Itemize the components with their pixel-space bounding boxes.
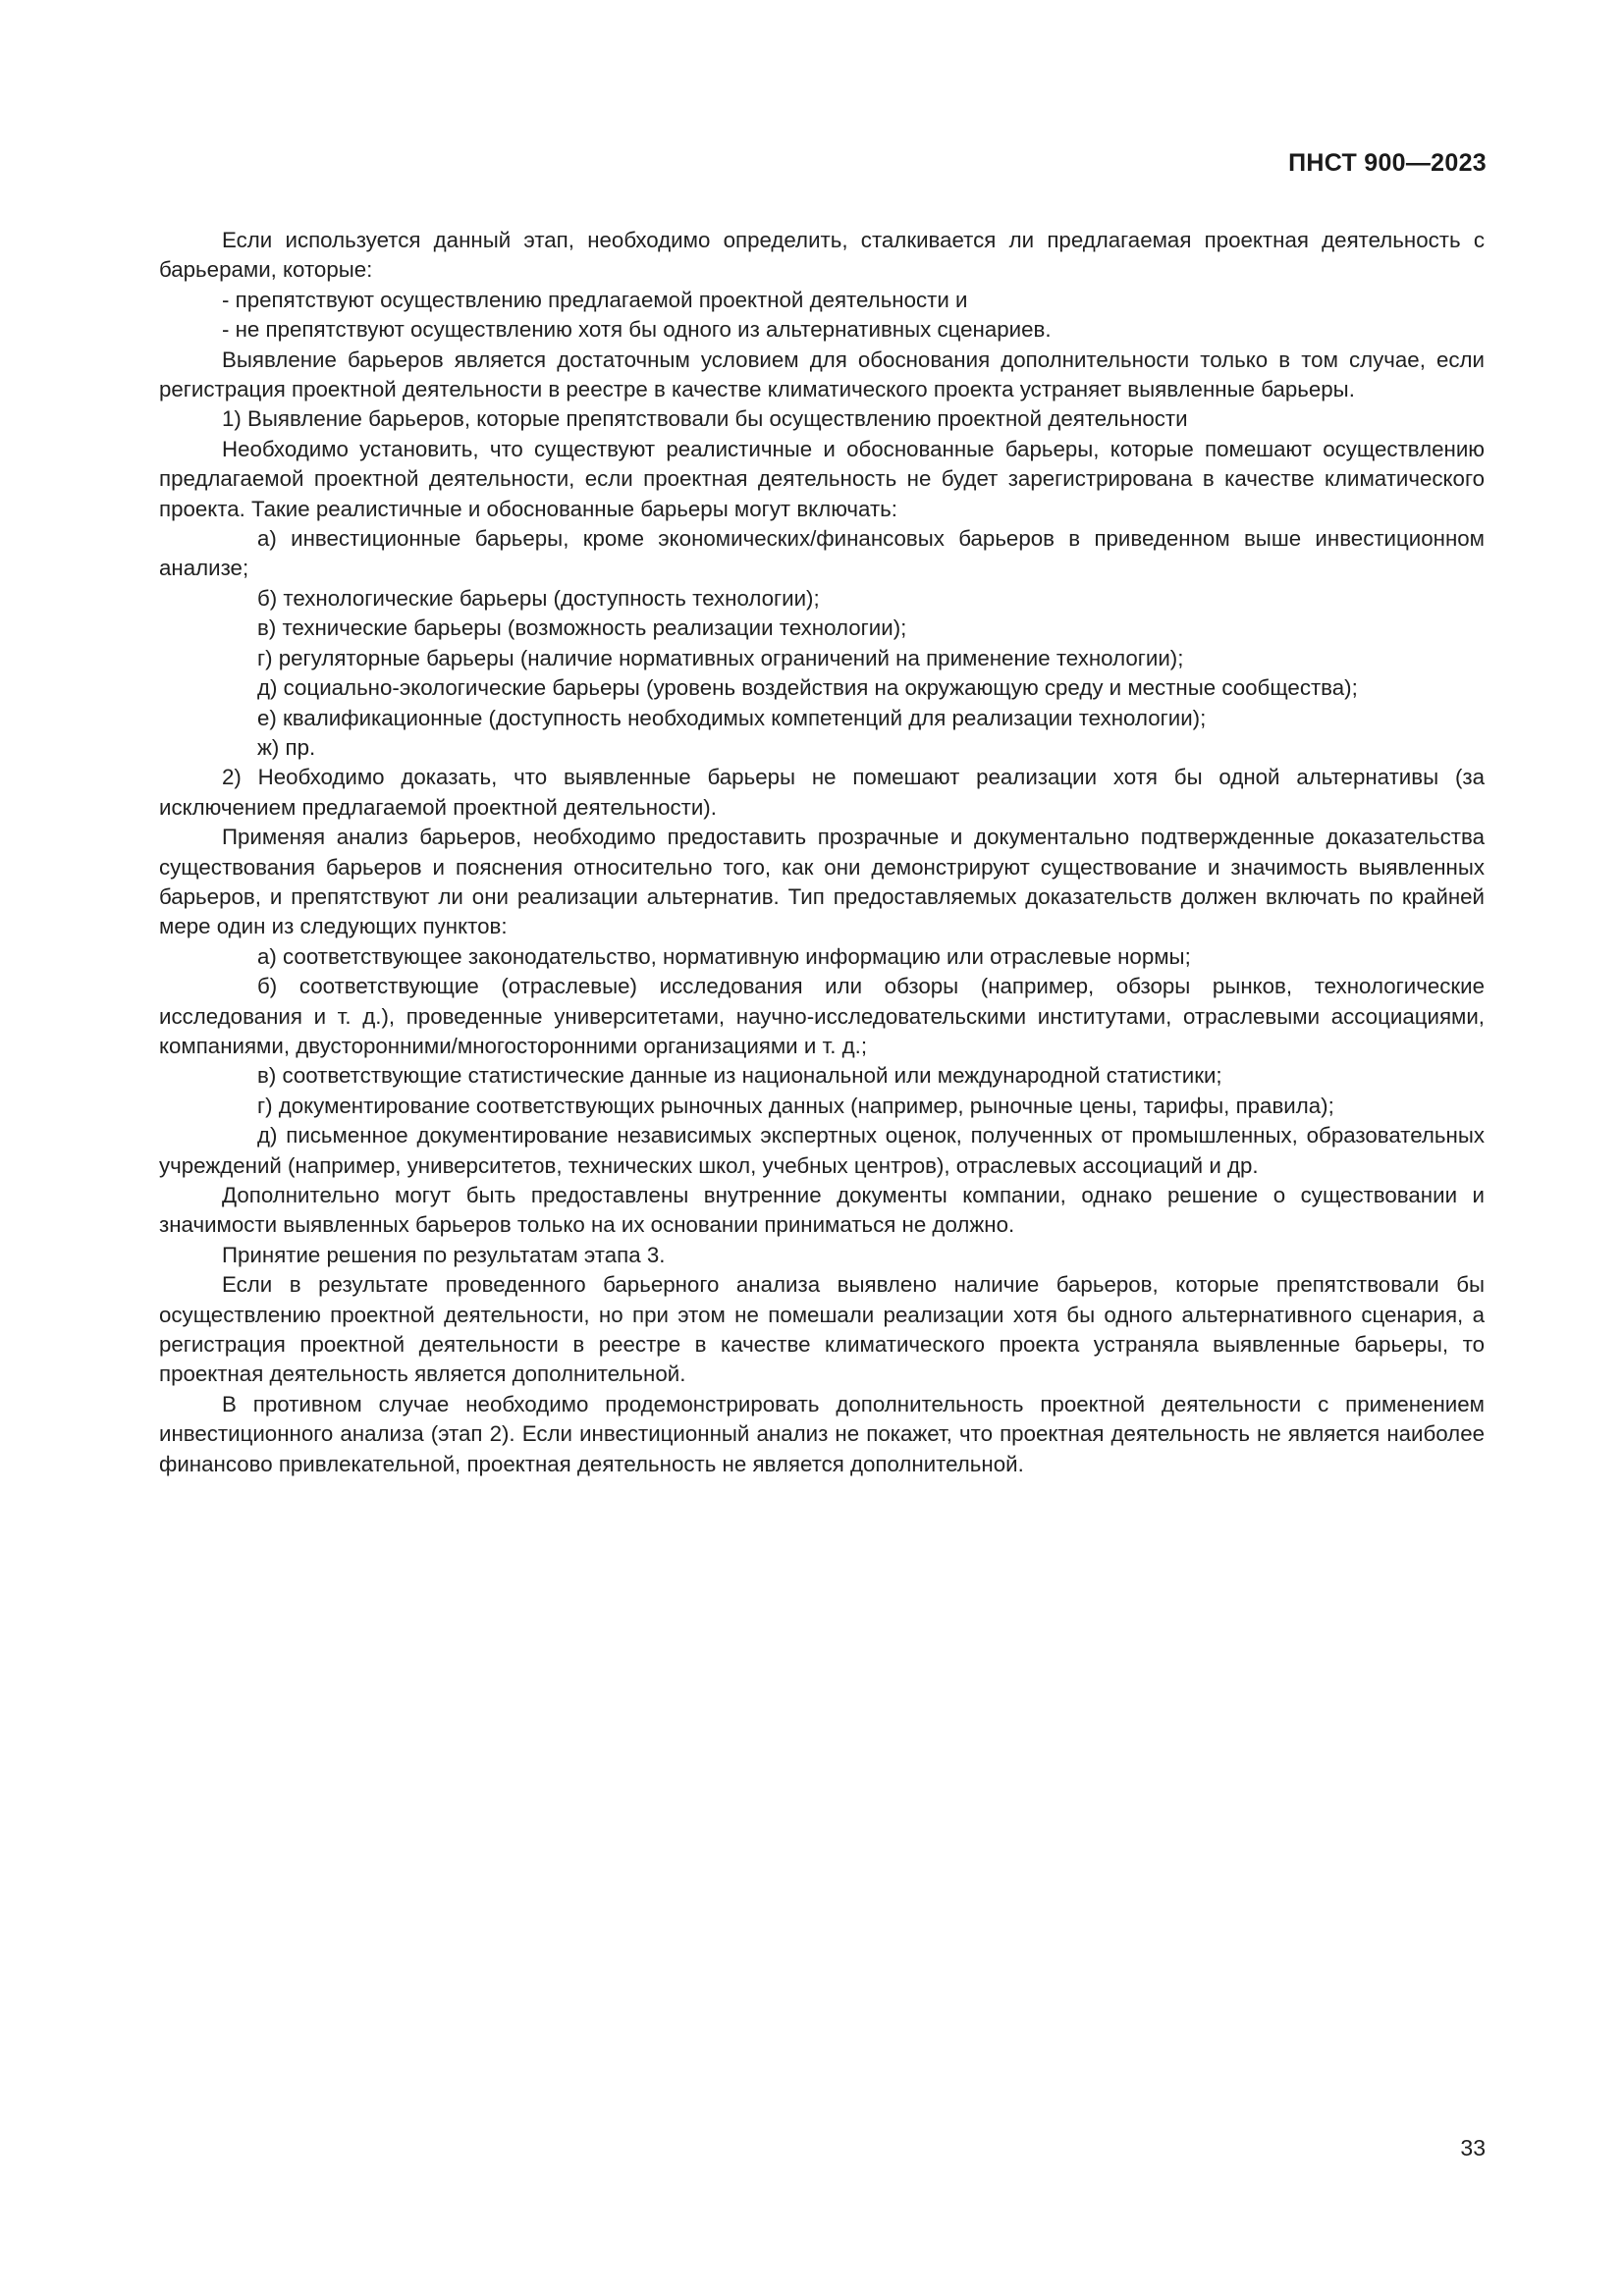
paragraph: Выявление барьеров является достаточным условием для обоснования дополнительности только в том случае, если регистрация проектной деятельности в реестре в качестве климатического проекта устраняет выявленные барьеры.: [159, 347, 1485, 402]
paragraph: Принятие решения по результатам этапа 3.: [222, 1242, 666, 1267]
paragraph: Если в результате проведенного барьерного анализа выявлено наличие барьеров, которые препятствовали бы осуществлению проектной деятельности, но при этом не помешали реализации хотя бы одного альтернативного сценария, а регистрация проектной деятельности в реестре в качестве климатического проекта устраняла выявленные барьеры, то проектная деятельность является дополнительной.: [159, 1272, 1485, 1387]
list-item: в) соответствующие статистические данные из национальной или международной статистики;: [257, 1063, 1222, 1089]
list-item: б) соответствующие (отраслевые) исследования или обзоры (например, обзоры рынков, технологические исследования и т. д.), проведенные университетами, научно-исследовательскими институтами, отраслевыми ассоциациями, компаниями, двусторонними/многосторонними организациями и т. д.;: [159, 974, 1485, 1058]
body-text: [159, 226, 1485, 1479]
document-designation: ПНСТ 900—2023: [1288, 149, 1487, 177]
page-number: 33: [1460, 2135, 1486, 2161]
paragraph: Если используется данный этап, необходимо определить, сталкивается ли предлагаемая проектная деятельность с барьерами, которые:: [159, 228, 1485, 283]
list-item: а) инвестиционные барьеры, кроме экономических/финансовых барьеров в приведенном выше инвестиционном анализе;: [159, 526, 1485, 581]
list-item: ж) пр.: [257, 734, 316, 760]
numbered-item: 2) Необходимо доказать, что выявленные барьеры не помешают реализации хотя бы одной альтернативы (за исключением предлагаемой проектной деятельности).: [159, 765, 1485, 820]
list-item: д) социально-экологические барьеры (уровень воздействия на окружающую среду и местные сообщества);: [257, 675, 1358, 701]
paragraph: Необходимо установить, что существуют реалистичные и обоснованные барьеры, которые помешают осуществлению предлагаемой проектной деятельности, если проектная деятельность не будет зарегистрирована в качестве климатического проекта. Такие реалистичные и обоснованные барьеры могут включать:: [159, 436, 1485, 521]
list-item: в) технические барьеры (возможность реализации технологии);: [257, 615, 907, 641]
list-item: е) квалификационные (доступность необходимых компетенций для реализации технологии);: [257, 705, 1207, 730]
list-item: - не препятствуют осуществлению хотя бы одного из альтернативных сценариев.: [222, 317, 1052, 343]
numbered-item: 1) Выявление барьеров, которые препятствовали бы осуществлению проектной деятельности: [222, 406, 1188, 432]
paragraph: Применяя анализ барьеров, необходимо предоставить прозрачные и документально подтвержденные доказательства существования барьеров и пояснения относительно того, как они демонстрируют существование и значимость выявленных барьеров, и препятствуют ли они реализации альтернатив. Тип предоставляемых доказательств должен включать по крайней мере один из следующих пунктов:: [159, 825, 1485, 939]
list-item: а) соответствующее законодательство, нормативную информацию или отраслевые нормы;: [257, 943, 1191, 969]
paragraph: Дополнительно могут быть предоставлены внутренние документы компании, однако решение о существовании и значимости выявленных барьеров только на их основании приниматься не должно.: [159, 1183, 1485, 1238]
list-item: д) письменное документирование независимых экспертных оценок, полученных от промышленных, образовательных учреждений (например, университетов, технических школ, учебных центров), отраслевых ассоциаций и др.: [159, 1123, 1485, 1178]
paragraph: В противном случае необходимо продемонстрировать дополнительность проектной деятельности с применением инвестиционного анализа (этап 2). Если инвестиционный анализ не покажет, что проектная деятельность не является наиболее финансово привлекательной, проектная деятельность не является дополнительной.: [159, 1391, 1485, 1476]
list-item: г) регуляторные барьеры (наличие нормативных ограничений на применение технологии);: [257, 645, 1184, 670]
list-item: б) технологические барьеры (доступность технологии);: [257, 585, 820, 611]
list-item: - препятствуют осуществлению предлагаемой проектной деятельности и: [222, 287, 968, 312]
list-item: г) документирование соответствующих рыночных данных (например, рыночные цены, тарифы, правила);: [257, 1093, 1334, 1118]
